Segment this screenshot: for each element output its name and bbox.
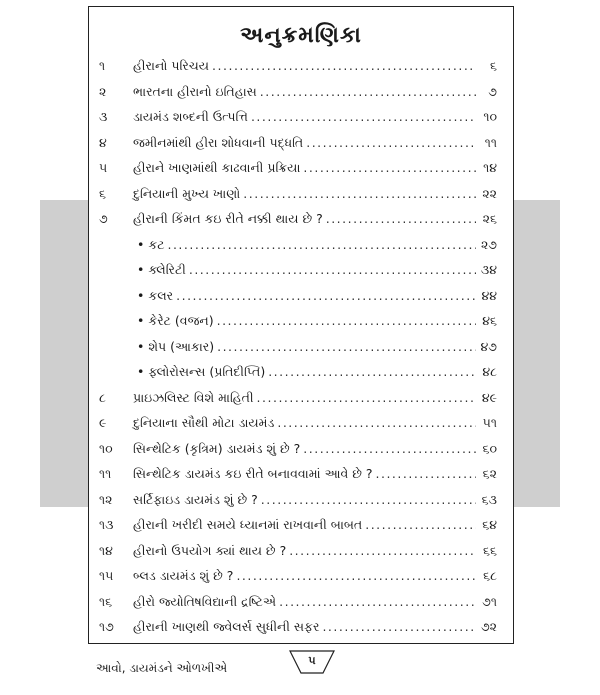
toc-entry [137,284,497,308]
toc-row-number: ૪ [99,134,107,150]
toc-entry [133,590,497,614]
toc-entry-text [133,411,274,435]
toc-entry [137,233,497,257]
toc-page-number: ૫૧ [482,415,497,430]
toc-row-number: ૧૭ [99,619,114,634]
toc-title: અનુક્રમણિકા [240,23,362,48]
toc-entry-text [133,386,254,410]
toc-entry-label: પ્રાઇઝલિસ્ટ વિશે માહિતી [133,389,254,405]
toc-page-number: ૭૨ [480,619,497,634]
toc-entry-text [137,360,265,384]
toc-row-number: ૨ [99,83,107,99]
toc-entry-label: સિન્થેટિક ડાયમંડ કઇ રીતે બનાવવામાં આવે છે ? [133,466,373,481]
toc-row-number: ૭ [99,211,108,226]
toc-entry-label: હીરાની ખાણથી જ્વેલર્સ સુધીની સફર [133,619,320,634]
toc-entry-label: ક્લેરિટી [148,262,186,277]
toc-row-number: ૧૩ [99,517,114,532]
toc-page-number: ૧૧ [484,134,497,150]
toc-entry [133,437,497,461]
toc-entry-label: જમીનમાંથી હીરા શોધવાની પદ્ધતિ [133,134,304,150]
toc-entry [137,309,497,333]
leader-dots [236,564,476,588]
toc-page-number: ૪૯ [481,389,497,405]
toc-entry [133,54,497,78]
toc-entry-text [137,258,186,282]
toc-page-number: ૧૪ [483,160,497,175]
toc-entry-label: બ્લડ ડાયમંડ શું છે ? [133,568,234,583]
toc-page-number: ૩૪ [480,262,497,277]
toc-entry-label: શેપ (આકાર) [148,338,215,354]
toc-entry [133,462,497,486]
bullet-icon: • [137,338,145,354]
table-of-contents [88,6,514,644]
leader-dots [376,462,477,486]
leader-dots [322,615,476,639]
toc-entry [137,335,497,359]
leader-dots [303,156,476,180]
page-number: ૫ [308,654,316,667]
toc-entry [137,360,497,384]
toc-entry-label: હીરાની ખરીદી સમયે ધ્યાનમાં રાખવાની બાબત [133,517,363,532]
toc-row-number: ૧ [99,58,106,73]
toc-entry-text [133,564,233,588]
toc-page-number: ૧૦ [483,109,497,124]
toc-row-number: ૯ [99,415,107,430]
leader-dots [268,360,476,384]
toc-page-number: ૬૪ [482,517,497,532]
toc-page-number: ૬૨ [482,466,497,481]
toc-row [89,411,513,435]
leader-dots [260,80,476,104]
toc-row [89,156,513,180]
leader-dots [243,182,476,206]
toc-entry [133,131,497,155]
toc-row [89,131,513,155]
toc-row-number: ૧૫ [99,568,114,583]
toc-page-number: ૪૭ [480,338,497,354]
toc-row [89,54,513,78]
toc-entry-text [137,233,164,257]
toc-entry-text [133,590,276,614]
bullet-icon: • [137,262,145,277]
toc-entry [133,207,497,231]
toc-entry-text [137,284,173,308]
bullet-icon: • [137,287,145,303]
toc-page-number: ૬ [489,58,497,73]
toc-page-number: ૬૮ [483,568,497,583]
toc-entry [133,156,497,180]
leader-dots [326,207,476,231]
leader-dots [189,258,476,282]
leader-dots [176,284,476,308]
toc-entry [133,564,497,588]
toc-row-number: ૫ [99,160,108,175]
toc-entry-label: ફ્લોરોસન્સ (પ્રતિદીપ્તિ) [148,364,266,379]
toc-row [89,233,513,257]
toc-entry [137,258,497,282]
toc-entry-text [133,207,323,231]
toc-entry-text [133,615,319,639]
toc-row [89,564,513,588]
toc-page-number: ૭૧ [482,593,497,609]
toc-row-number: ૧૪ [99,542,113,558]
toc-page-number: ૬૦ [482,440,497,456]
toc-row [89,258,513,282]
toc-entry [133,411,497,435]
leader-dots [261,488,476,512]
toc-entry-text [137,335,214,359]
leader-dots [217,335,476,359]
toc-entry-label: હીરાનો પરિચય [133,58,210,73]
toc-entry [133,105,497,129]
toc-entry-label: કેરેટ (વજન) [148,313,214,328]
toc-entry-label: હીરાને ખાણમાંથી કાઢવાની પ્રક્રિયા [133,160,301,175]
toc-entry-label: દુનિયાની મુખ્ય ખાણો [133,185,241,201]
toc-row-number: ૬ [99,185,107,201]
toc-row [89,309,513,333]
toc-page-number: ૪૮ [482,364,497,379]
bullet-icon: • [137,313,145,328]
toc-entry [133,513,497,537]
toc-row [89,80,513,104]
toc-entry-label: ભારતના હીરાનો ઇતિહાસ [133,83,257,99]
toc-entry-label: સિન્થેટિક (કૃત્રિમ) ડાયમંડ શું છે ? [133,440,301,456]
toc-entry-text [133,182,240,206]
toc-entry-text [133,80,257,104]
toc-entry-label: ડાયમંડ શબ્દની ઉત્પત્તિ [133,109,248,124]
toc-entry-label: હીરો જ્યોતિષવિદ્યાની દ્રષ્ટિએ [133,593,277,609]
toc-entry [133,488,497,512]
toc-row-number: ૧૬ [99,593,113,609]
toc-page-number: ૨૬ [482,211,497,226]
toc-entry-text [133,539,286,563]
toc-page-number: ૨૭ [480,236,497,252]
page-number-badge [289,650,335,674]
toc-entry-label: કટ [148,236,165,252]
toc-entry-text [133,54,209,78]
toc-row-number: ૩ [99,109,108,124]
leader-dots [167,233,476,257]
leader-dots [251,105,476,129]
toc-entry-text [133,437,300,461]
toc-entry [133,386,497,410]
toc-entry [133,80,497,104]
toc-entry [133,539,497,563]
leader-dots [217,309,476,333]
toc-row-number: ૧૧ [99,466,112,481]
leader-dots [289,539,476,563]
toc-entry [133,615,497,639]
toc-row [89,335,513,359]
toc-row-number: ૮ [99,389,106,405]
toc-row-number: ૧૦ [99,440,113,456]
toc-entry-label: હીરાનો ઉપયોગ ક્યાં થાય છે ? [133,542,287,558]
toc-entry-label: હીરાની કિંમત કઇ રીતે નક્કી થાય છે ? [133,211,323,226]
leader-dots [257,386,476,410]
toc-entry-label: કલર [148,287,174,303]
footer-book-title: આવો, ડાયમંડને ઓળખીએ [96,661,228,675]
toc-page-number: ૨૨ [482,185,497,201]
toc-page-number: ૪૪ [481,287,497,303]
toc-row [89,488,513,512]
toc-entry-text [137,309,214,333]
toc-entry-label: સર્ટિફાઇડ ડાયમંડ શું છે ? [133,491,258,507]
toc-page-number: ૬૬ [482,542,497,558]
toc-row [89,182,513,206]
toc-page-number: ૬૩ [481,491,497,507]
leader-dots [306,131,476,155]
toc-entry-text [133,156,300,180]
toc-row [89,590,513,614]
toc-entry-label: દુનિયાના સૌથી મોટા ડાયમંડ [133,415,275,430]
toc-entry-text [133,131,303,155]
leader-dots [277,411,476,435]
toc-entry-text [133,513,362,537]
leader-dots [212,54,476,78]
toc-entry-text [133,105,248,129]
toc-entry-text [133,462,373,486]
toc-row [89,284,513,308]
toc-entry-text [133,488,258,512]
toc-row [89,513,513,537]
toc-row [89,207,513,231]
toc-page-number: ૪૬ [482,313,497,328]
bullet-icon: • [137,364,145,379]
toc-row [89,437,513,461]
leader-dots [279,590,476,614]
toc-row [89,386,513,410]
toc-row-number: ૧૨ [99,491,113,507]
toc-page-number: ૭ [488,83,497,99]
toc-row [89,539,513,563]
leader-dots [365,513,476,537]
toc-entry [133,182,497,206]
toc-row [89,615,513,639]
leader-dots [303,437,476,461]
toc-row [89,462,513,486]
toc-row [89,360,513,384]
bullet-icon: • [137,236,145,252]
toc-row [89,105,513,129]
